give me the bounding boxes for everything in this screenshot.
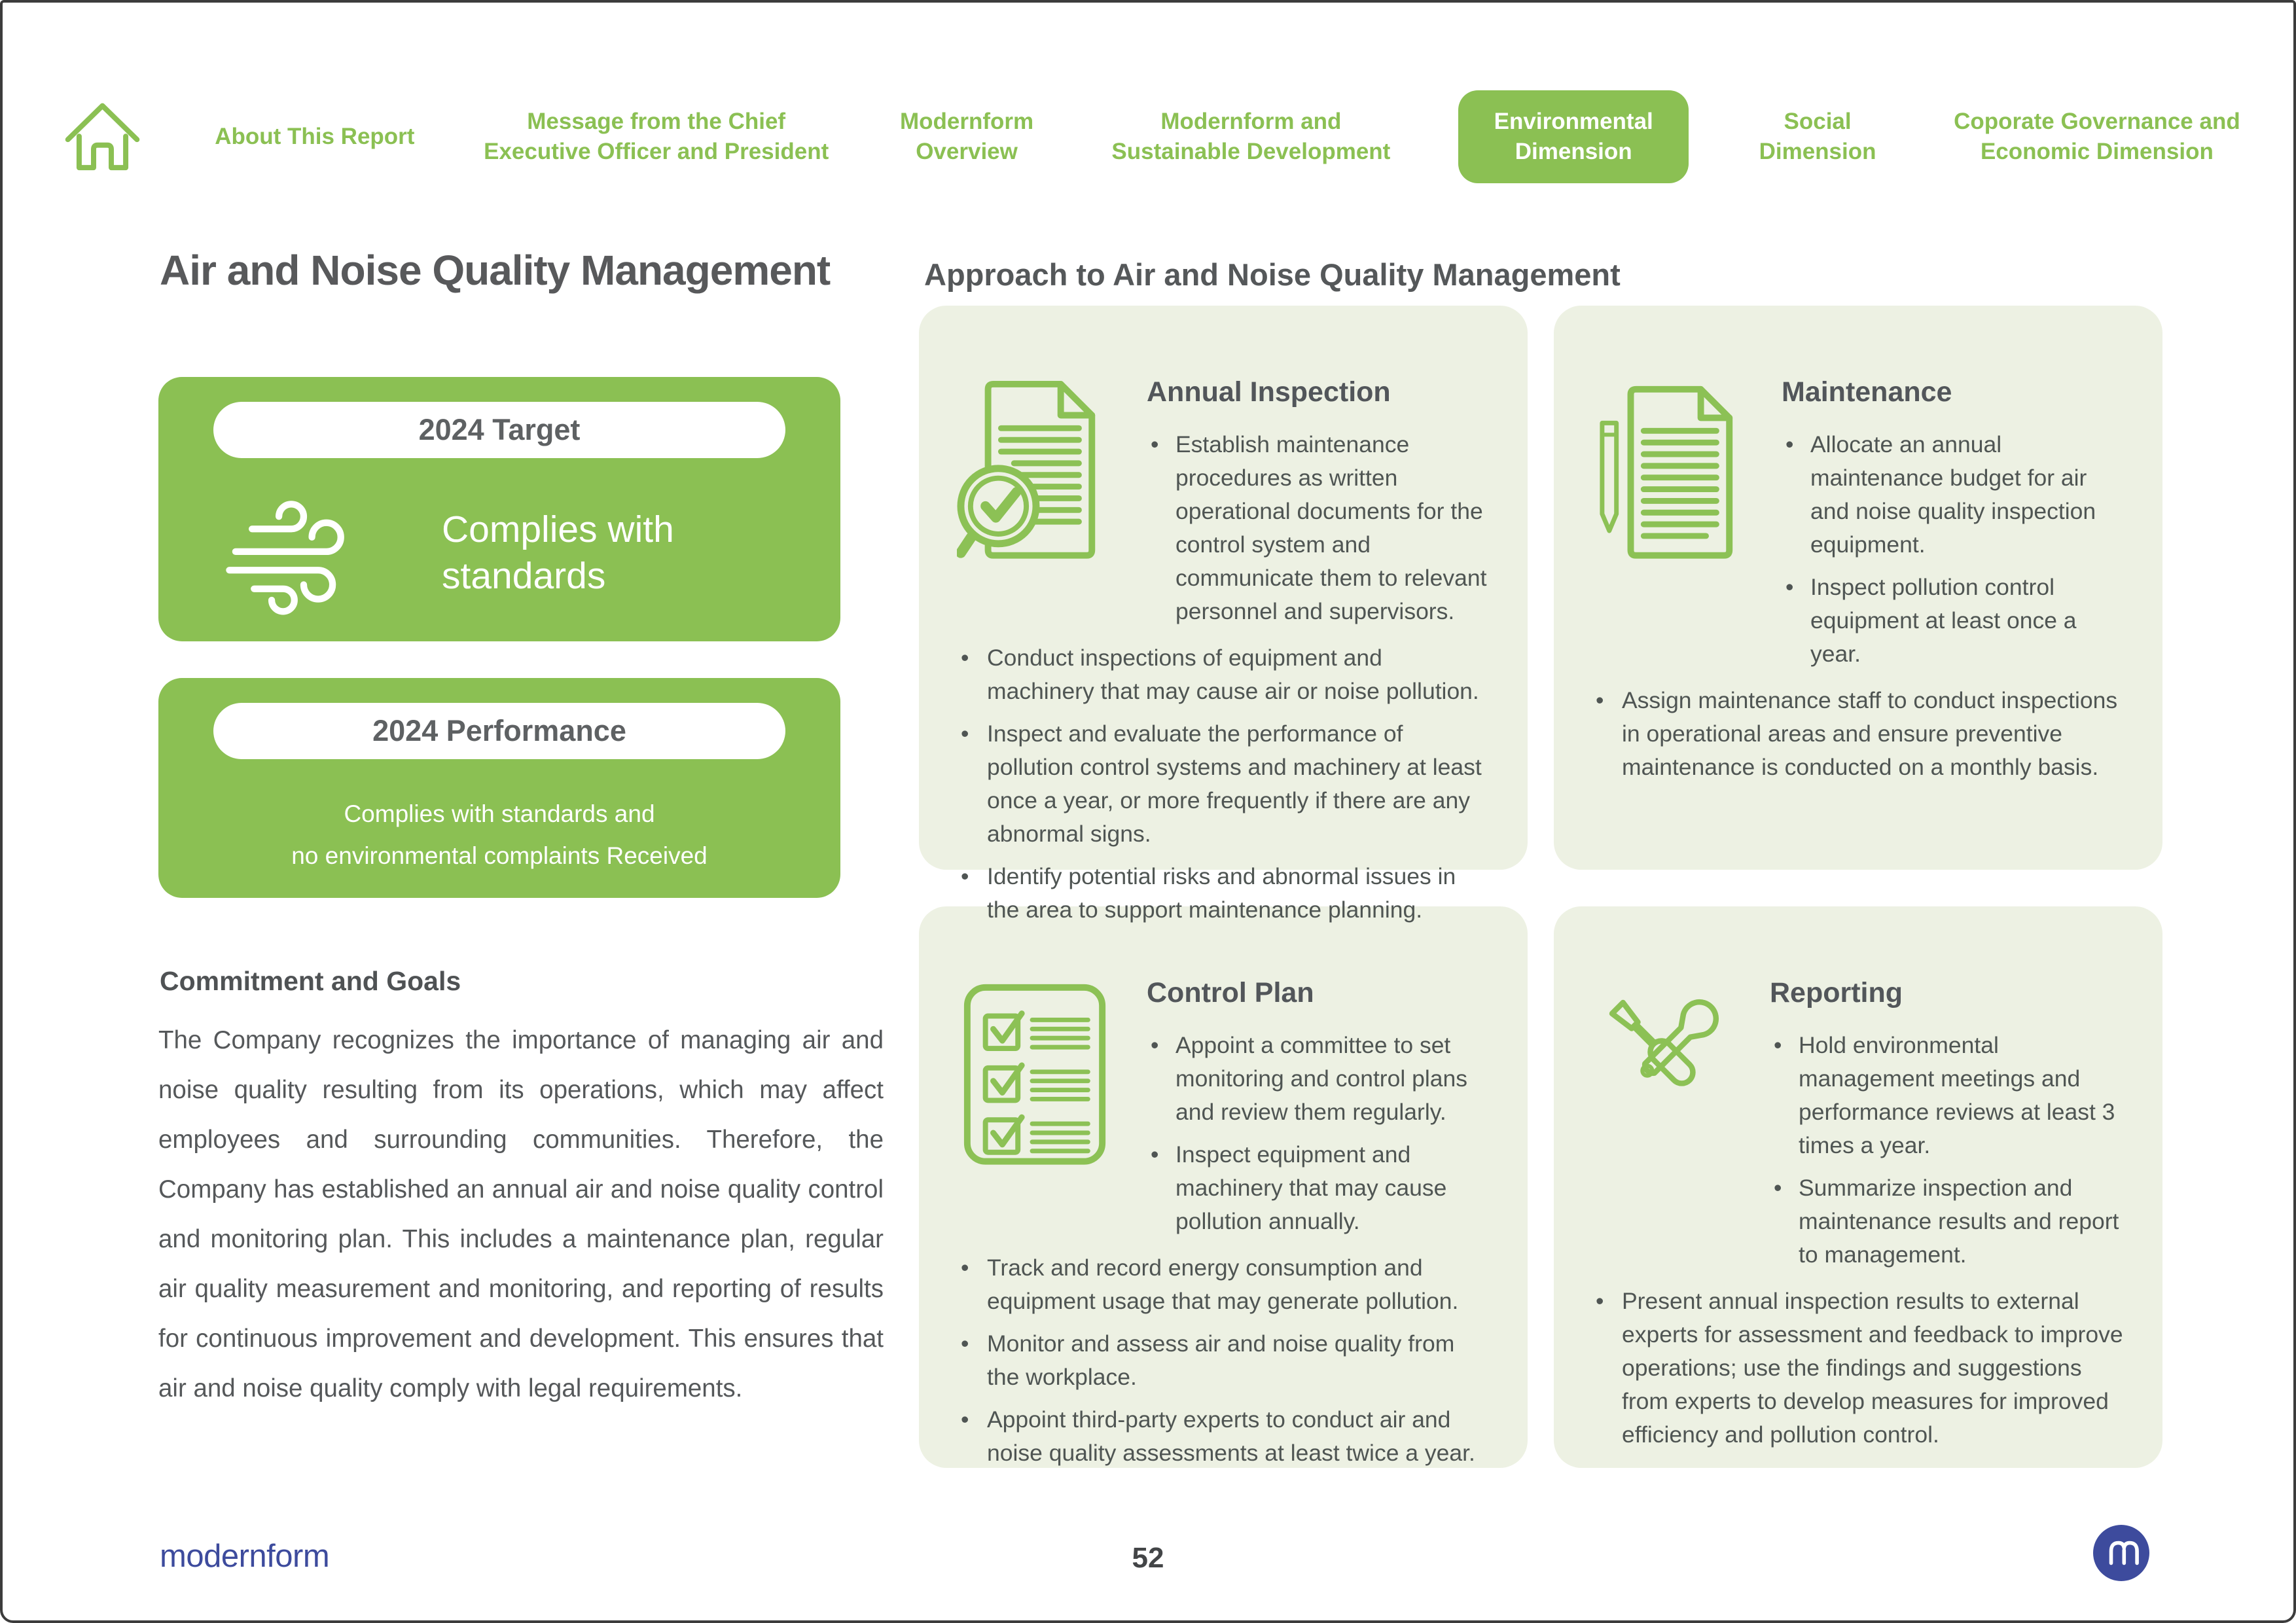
checklist-icon: [957, 977, 1113, 1247]
annual-inspection-bullets-bottom: [957, 641, 1490, 927]
nav-environmental-dimension-label: Environmental Dimension: [1494, 108, 1653, 164]
bullet-item: • Assign maintenance staff to conduct inspections in operational areas and ensure preventive maintenance is conducted on a monthly basis.: [1592, 684, 2125, 784]
nav-sustainable-development[interactable]: Modernform and Sustainable Development: [1111, 108, 1391, 164]
nav-governance-economic-dimension[interactable]: Coporate Governance and Economic Dimension: [1954, 108, 2240, 164]
maintenance-bullets-top: [1782, 428, 2125, 671]
bullet-item: • Track and record energy consumption and equipment usage that may generate pollution.: [957, 1251, 1490, 1318]
control-plan-title: Control Plan: [1147, 977, 1314, 1008]
bullet-item: • Summarize inspection and maintenance results and report to management.: [1770, 1171, 2125, 1272]
bullet-item: • Inspect equipment and machinery that may cause pollution annually.: [1147, 1138, 1490, 1238]
approach-heading: Approach to Air and Noise Quality Management: [924, 257, 1621, 292]
maintenance-card: [1554, 306, 2162, 870]
page-title: Air and Noise Quality Management: [160, 247, 831, 294]
modernform-m-icon: [2093, 1525, 2149, 1581]
reporting-card: [1554, 906, 2162, 1468]
nav-social-dimension[interactable]: Social Dimension: [1759, 108, 1876, 164]
top-navigation: [58, 75, 2248, 199]
control-plan-bullets-bottom: [957, 1251, 1490, 1470]
commitment-heading: Commitment and Goals: [160, 966, 461, 996]
performance-card-header: 2024 Performance: [213, 703, 785, 759]
bullet-item: • Monitor and assess air and noise quality from the workplace.: [957, 1327, 1490, 1394]
approach-cards-grid: [919, 306, 2162, 1468]
control-plan-bullets-top: [1147, 1029, 1490, 1238]
bullet-item: • Conduct inspections of equipment and machinery that may cause air or noise pollution.: [957, 641, 1490, 708]
nav-modernform-overview[interactable]: Modernform Overview: [899, 108, 1034, 164]
control-plan-card: [919, 906, 1528, 1468]
bullet-item: • Appoint a committee to set monitoring and control plans and review them regularly.: [1147, 1029, 1490, 1129]
bullet-item: • Inspect pollution control equipment at least once a year.: [1782, 571, 2125, 671]
inspection-document-magnifier-icon: [957, 376, 1113, 637]
nav-about-this-report[interactable]: About This Report: [215, 123, 415, 149]
target-card-header: 2024 Target: [213, 402, 785, 458]
home-icon[interactable]: [58, 93, 147, 181]
performance-line-1: Complies with standards and: [344, 800, 655, 827]
commitment-paragraph: The Company recognizes the importance of managing air and noise quality resulting from its operations, which may affect employees and surrounding communities. Therefore, the Company has established an annual air and noise quality control and monitoring plan. This includes a maintenance plan, regular air quality measurement and monitoring, and reporting of results for continuous improvement and development. This ensures that air and noise quality comply with legal requirements.: [158, 1026, 884, 1402]
bullet-item: • Inspect and evaluate the performance of pollution control systems and machinery at least once a year, or more frequently if there are any abnormal signs.: [957, 717, 1490, 851]
nav-ceo-message[interactable]: Message from the Chief Executive Officer and President: [484, 108, 829, 164]
maintenance-title: Maintenance: [1782, 376, 1952, 408]
annual-inspection-title: Annual Inspection: [1147, 376, 1391, 408]
modernform-wordmark: modernform: [160, 1539, 330, 1574]
bullet-item: • Establish maintenance procedures as written operational documents for the control system and communicate them to relevant personnel and supervisors.: [1147, 428, 1490, 628]
bullet-item: • Present annual inspection results to external experts for assessment and feedback to improve operations; use the findings and suggestions from experts to develop measures for improved efficiency and pollution control.: [1592, 1285, 2125, 1452]
reporting-bullets-bottom: [1592, 1285, 2125, 1452]
wind-icon: [216, 486, 406, 620]
target-2024-card: [158, 377, 840, 641]
reporting-title: Reporting: [1770, 977, 1903, 1008]
bullet-item: • Identify potential risks and abnormal issues in the area to support maintenance planning.: [957, 860, 1490, 927]
document-pencil-icon: [1592, 376, 1748, 680]
bullet-item: • Allocate an annual maintenance budget for air and noise quality inspection equipment.: [1782, 428, 2125, 562]
annual-inspection-card: [919, 306, 1528, 923]
performance-2024-card: [158, 678, 840, 898]
reporting-bullets-top: [1770, 1029, 2125, 1272]
maintenance-bullets-bottom: [1592, 684, 2125, 784]
target-card-text: Complies with standards: [442, 508, 674, 597]
crossed-tools-icon: [1592, 977, 1736, 1281]
annual-inspection-bullets-top: [1147, 428, 1490, 628]
bullet-item: • Hold environmental management meetings and performance reviews at least 3 times a year.: [1770, 1029, 2125, 1162]
page-number: 52: [1132, 1542, 1164, 1574]
nav-environmental-dimension-active[interactable]: [1458, 90, 1689, 183]
performance-line-2: no environmental complaints Received: [291, 842, 708, 869]
bullet-item: • Appoint third-party experts to conduct air and noise quality assessments at least twice a year.: [957, 1403, 1490, 1470]
